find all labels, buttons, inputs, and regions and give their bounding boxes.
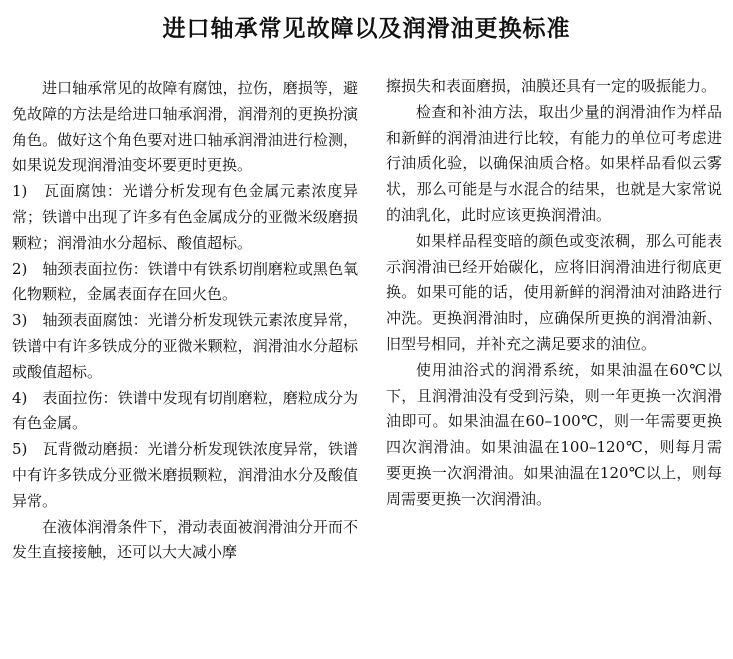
list-item: 5) 瓦背微动磨损：光谱分析发现铁浓度异常，铁谱中有许多铁成分亚微米磨损颗粒，润滑油水分及酸值异常。 (12, 440, 358, 510)
list-item: 3) 轴颈表面腐蚀：光谱分析发现铁元素浓度异常，铁谱中有许多铁成分的亚微米颗粒，润滑油水分超标或酸值超标。 (12, 311, 358, 381)
list-item: 1) 瓦面腐蚀：光谱分析发现有色金属元素浓度异常；铁谱中出现了许多有色金属成分的亚微米级磨损颗粒；润滑油水分超标、酸值超标。 (12, 182, 358, 252)
list-item: 2) 轴颈表面拉伤：铁谱中有铁系切削磨粒或黑色氧化物颗粒，金属表面存在回火色。 (12, 259, 358, 304)
right-column (386, 74, 722, 513)
left-column (12, 76, 358, 566)
paragraph: 在液体润滑条件下，滑动表面被润滑油分开而不发生直接接触，还可以大大减小摩 (12, 517, 358, 562)
paragraph: 如果样品程变暗的颜色或变浓稠，那么可能表示润滑油已经开始碳化，应将旧润滑油进行彻底更换。如果可能的话，使用新鲜的润滑油对油路进行冲洗。更换润滑油时，应确保所更换的润滑油新、旧型号相同，并补充之满足要求的油位。 (386, 231, 722, 353)
page-title: 进口轴承常见故障以及润滑油更换标准 (162, 16, 571, 42)
paragraph: 检查和补油方法，取出少量的润滑油作为样品和新鲜的润滑油进行比较，有能力的单位可考虑进行油质化验，以确保油质合格。如果样品看似云雾状，那么可能是与水混合的结果，也就是大家常说的油乳化，此时应该更换润滑油。 (386, 102, 722, 224)
list-item: 4) 表面拉伤：铁谱中发现有切削磨粒，磨粒成分为有色金属。 (12, 388, 358, 433)
paragraph: 使用油浴式的润滑系统，如果油温在60℃以下，且润滑油没有受到污染，则一年更换一次润滑油即可。如果油温在60–100℃，则一年需要更换四次润滑油。如果油温在100–120℃，则每月需要更换一次润滑油。如果油温在120℃以上，则每周需要更换一次润滑油。 (386, 360, 722, 508)
paragraph: 擦损失和表面磨损，油膜还具有一定的吸振能力。 (386, 77, 717, 95)
paragraph: 进口轴承常见的故障有腐蚀，拉伤，磨损等，避免故障的方法是给进口轴承润滑，润滑剂的更换扮演角色。做好这个角色要对进口轴承润滑油进行检测，如果说发现润滑油变坏要更时更换。 (12, 79, 358, 175)
